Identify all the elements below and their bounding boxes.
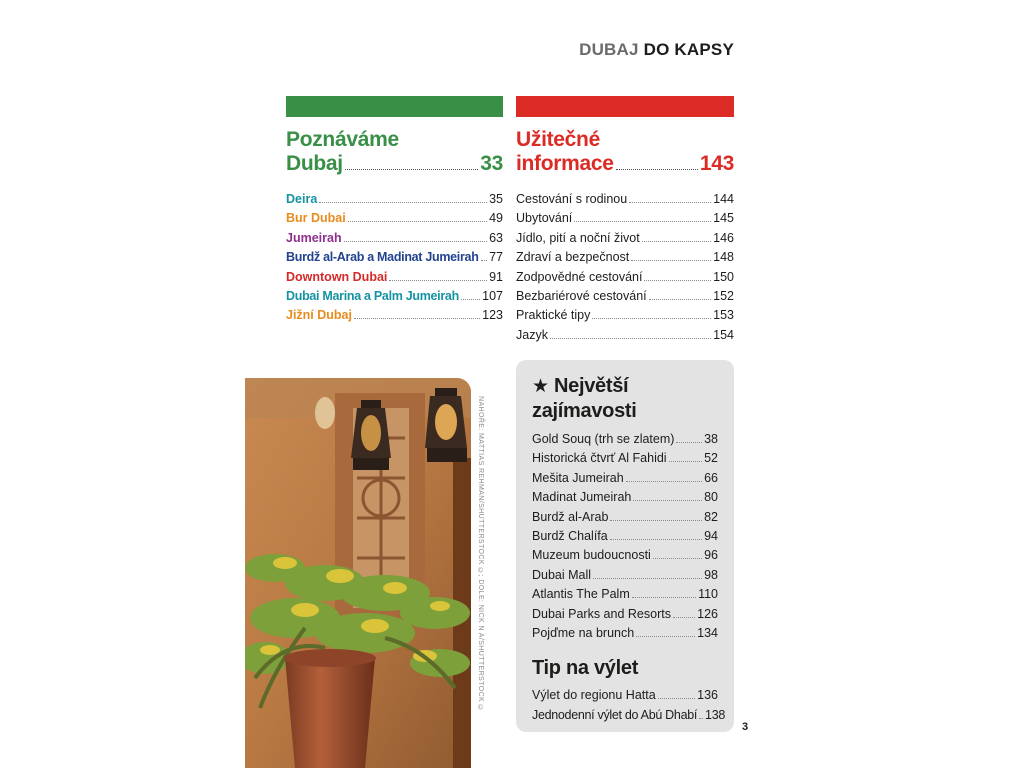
leader-dots — [626, 481, 702, 482]
toc-label: Dubai Marina a Palm Jumeirah — [286, 289, 459, 304]
toc-page: 80 — [704, 490, 718, 505]
toc-label: Deira — [286, 192, 318, 206]
highlight-item-dubai-mall[interactable] — [532, 566, 718, 585]
toc-label: Gold Souq (trh se zlatem) — [532, 432, 675, 446]
page-number: 3 — [742, 721, 749, 733]
toc-page: 35 — [489, 192, 503, 206]
toc-page: 134 — [697, 626, 718, 641]
highlight-item-burdz-chalifa[interactable] — [532, 527, 718, 546]
toc-label: Dubai Parks and Resorts — [532, 606, 671, 621]
toc-page: 123 — [482, 308, 503, 323]
leader-dots — [610, 520, 702, 521]
leader-dots — [389, 280, 487, 281]
toc-label: Bur Dubai — [286, 211, 346, 226]
leader-dots — [644, 280, 711, 281]
leader-dots — [629, 202, 711, 203]
toc-label: Jednodenní výlet do Abú Dhabí — [532, 707, 698, 722]
toc-page: 82 — [704, 509, 718, 524]
toc-page: 52 — [704, 451, 718, 466]
toc-label: Ubytování — [516, 211, 573, 226]
toc-item-zdravi[interactable] — [516, 248, 734, 267]
toc-label: Downtown Dubai — [286, 269, 388, 284]
highlights-title-line1 — [532, 374, 718, 399]
highlight-item-gold-souq[interactable] — [532, 430, 718, 449]
toc-item-prakticke-tipy[interactable] — [516, 306, 734, 325]
leader-dots — [699, 718, 703, 719]
leader-dots — [344, 241, 488, 242]
toc-page: 77 — [489, 250, 503, 265]
highlight-item-madinat-jumeirah[interactable] — [532, 488, 718, 507]
highlight-item-al-fahidi[interactable] — [532, 449, 718, 468]
leader-dots — [673, 617, 695, 618]
toc-page: 138 — [705, 707, 726, 722]
toc-page: 94 — [704, 529, 718, 544]
toc-label: Pojďme na brunch — [532, 626, 635, 641]
toc-page: 107 — [482, 289, 503, 304]
section-title-line1: Poznáváme — [286, 128, 399, 151]
toc-label: Burdž al-Arab a Madinat Jumeirah — [286, 250, 479, 265]
toc-label: Madinat Jumeirah — [532, 490, 632, 505]
header-do-kapsy: DO KAPSY — [643, 40, 734, 59]
leader-dots — [636, 636, 695, 637]
toc-label: Jídlo, pití a noční život — [516, 230, 640, 245]
leader-dots — [642, 241, 711, 242]
leader-dots — [632, 597, 696, 598]
leader-dots — [461, 299, 480, 300]
book-title-header — [560, 40, 734, 60]
header-dubaj: DUBAJ — [579, 40, 639, 59]
toc-page: 144 — [713, 192, 734, 206]
section-page-number: 143 — [699, 152, 734, 175]
toc-page: 148 — [713, 250, 734, 265]
toc-label: Dubai Mall — [532, 567, 592, 582]
section-title-line2: informace — [516, 152, 614, 175]
leader-dots — [658, 698, 695, 699]
toc-label: Zodpovědné cestování — [516, 269, 643, 284]
toc-item-burdz-al-arab[interactable] — [286, 248, 503, 267]
toc-page: 110 — [698, 587, 718, 602]
red-color-bar — [516, 96, 734, 117]
section-title-line2: Dubaj — [286, 152, 343, 175]
highlight-item-brunch[interactable] — [532, 624, 718, 643]
toc-page: 38 — [704, 432, 718, 446]
trip-tip-title: Tip na výlet — [532, 657, 639, 680]
toc-item-jizni-dubaj[interactable] — [286, 306, 503, 325]
highlights-content — [532, 374, 726, 725]
toc-label: Burdž al-Arab — [532, 509, 609, 524]
leader-dots — [481, 260, 488, 261]
trip-item-hatta[interactable] — [532, 686, 718, 705]
toc-page: 146 — [713, 230, 734, 245]
toc-label: Bezbariérové cestování — [516, 289, 647, 304]
toc-item-ubytovani[interactable] — [516, 209, 734, 228]
toc-label: Historická čtvrť Al Fahidi — [532, 451, 667, 466]
section-uzitecne-informace — [516, 128, 734, 345]
toc-item-bezbarierove[interactable] — [516, 287, 734, 306]
toc-page: 49 — [489, 211, 503, 226]
section-poznavame-dubaj — [286, 128, 503, 326]
toc-page: 150 — [713, 269, 734, 284]
photo-credit: NAHOŘE: MATTIAS REHMAN/SHUTTERSTOCK ©; DOLE: NICK N A/SHUTTERSTOCK © — [477, 396, 484, 712]
highlights-title-text: Největší — [554, 375, 629, 397]
toc-page: 154 — [713, 327, 734, 342]
toc-label: Cestování s rodinou — [516, 192, 628, 206]
toc-item-downtown-dubai[interactable] — [286, 268, 503, 287]
section-title-line2-row — [516, 152, 734, 176]
leader-dots — [592, 318, 711, 319]
leader-dots — [345, 169, 478, 170]
leader-dots — [653, 558, 702, 559]
toc-page: 91 — [489, 269, 503, 284]
toc-item-bur-dubai[interactable] — [286, 209, 503, 228]
toc-page: 153 — [713, 308, 734, 323]
toc-page: 96 — [704, 548, 718, 563]
toc-page: 136 — [697, 688, 718, 703]
leader-dots — [669, 461, 703, 462]
leader-dots — [319, 202, 487, 203]
highlights-box — [516, 360, 734, 732]
leader-dots — [610, 539, 702, 540]
toc-item-jidlo-piti[interactable] — [516, 229, 734, 248]
toc-label: Výlet do regionu Hatta — [532, 688, 656, 703]
section-title-line1: Užitečné — [516, 128, 600, 151]
star-icon: ★ — [532, 376, 549, 397]
leader-dots — [348, 221, 487, 222]
trip-item-abu-dhabi[interactable] — [532, 706, 726, 725]
green-color-bar — [286, 96, 503, 117]
leader-dots — [593, 578, 702, 579]
toc-item-deira[interactable] — [286, 190, 503, 209]
highlight-item-burdz-al-arab[interactable] — [532, 508, 718, 527]
toc-item-zodpovedne-cestovani[interactable] — [516, 268, 734, 287]
leader-dots — [616, 169, 698, 170]
section-title-line2-row — [286, 152, 503, 176]
toc-label: Jazyk — [516, 327, 548, 342]
toc-item-dubai-marina[interactable] — [286, 287, 503, 306]
toc-page: 66 — [704, 470, 718, 485]
leader-dots — [649, 299, 712, 300]
highlight-item-muzeum-budoucnosti[interactable] — [532, 546, 718, 565]
highlight-item-mesita-jumeirah[interactable] — [532, 469, 718, 488]
leader-dots — [676, 442, 702, 443]
lanterns-plant-photo — [245, 378, 471, 768]
leader-dots — [354, 318, 480, 319]
toc-item-jumeirah[interactable] — [286, 229, 503, 248]
section-page-number: 33 — [480, 152, 503, 175]
toc-label: Jižní Dubaj — [286, 308, 352, 323]
toc-item-jazyk[interactable] — [516, 326, 734, 345]
toc-page: 152 — [713, 289, 734, 304]
toc-label: Jumeirah — [286, 230, 342, 245]
leader-dots — [631, 260, 711, 261]
toc-page: 63 — [489, 230, 503, 245]
toc-label: Burdž Chalífa — [532, 529, 608, 544]
highlight-item-atlantis[interactable] — [532, 585, 718, 604]
toc-label: Praktické tipy — [516, 308, 591, 323]
toc-label: Zdraví a bezpečnost — [516, 250, 630, 265]
leader-dots — [550, 338, 711, 339]
leader-dots — [633, 500, 702, 501]
highlight-item-dubai-parks[interactable] — [532, 605, 718, 624]
leader-dots — [574, 221, 711, 222]
toc-page: 126 — [697, 606, 718, 621]
toc-label: Muzeum budoucnosti — [532, 548, 651, 563]
toc-page: 145 — [713, 211, 734, 226]
highlights-title-line2: zajímavosti — [532, 400, 637, 422]
toc-label: Atlantis The Palm — [532, 587, 630, 602]
toc-item-cestovani-s-rodinou[interactable] — [516, 190, 734, 209]
toc-label: Mešita Jumeirah — [532, 470, 624, 485]
toc-page: 98 — [704, 567, 718, 582]
